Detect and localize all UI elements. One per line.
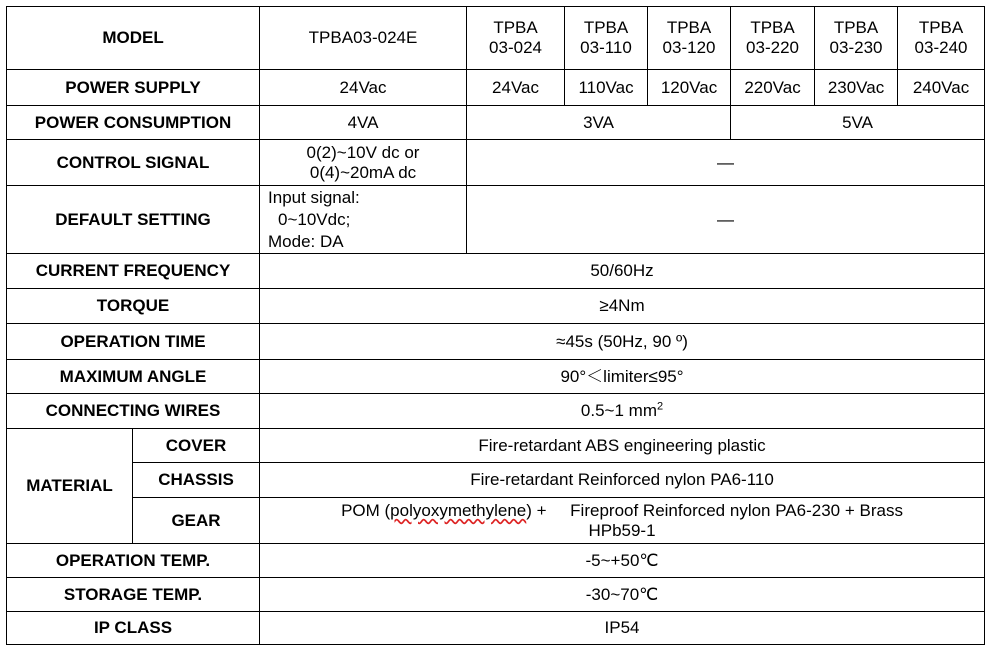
- gear-cell: POM (polyoxymethylene) + Fireproof Reinforced nylon PA6-230 + Brass HPb59-1: [260, 498, 985, 544]
- gear-label: GEAR: [133, 498, 260, 544]
- row-default-setting: [7, 186, 985, 254]
- power-supply-cell: 120Vac: [648, 70, 731, 106]
- operation-time-cell: ≈45s (50Hz, 90 º): [260, 324, 985, 360]
- cover-cell: Fire-retardant ABS engineering plastic: [260, 429, 985, 463]
- control-signal-cell: 0(2)~10V dc or 0(4)~20mA dc: [260, 140, 467, 186]
- storage-temp-cell: -30~70℃: [260, 578, 985, 612]
- maximum-angle-label: MAXIMUM ANGLE: [7, 360, 260, 394]
- model-cell: TPBA 03-240: [898, 7, 985, 70]
- row-connecting-wires: [7, 394, 985, 429]
- power-consumption-label: POWER CONSUMPTION: [7, 106, 260, 140]
- model-cell: TPBA 03-110: [565, 7, 648, 70]
- row-maximum-angle: [7, 360, 985, 394]
- spec-table: [6, 6, 985, 645]
- power-supply-cell: 24Vac: [467, 70, 565, 106]
- row-operation-temp: [7, 544, 985, 578]
- operation-temp-cell: -5~+50℃: [260, 544, 985, 578]
- storage-temp-label: STORAGE TEMP.: [7, 578, 260, 612]
- power-supply-cell: 230Vac: [815, 70, 898, 106]
- default-setting-cell: Input signal: 0~10Vdc; Mode: DA: [260, 186, 467, 254]
- row-control-signal: [7, 140, 985, 186]
- chassis-cell: Fire-retardant Reinforced nylon PA6-110: [260, 463, 985, 498]
- default-setting-others-cell: —: [467, 186, 985, 254]
- model-cell: TPBA 03-230: [815, 7, 898, 70]
- row-power-supply: [7, 70, 985, 106]
- current-frequency-label: CURRENT FREQUENCY: [7, 254, 260, 289]
- control-signal-label: CONTROL SIGNAL: [7, 140, 260, 186]
- connecting-wires-label: CONNECTING WIRES: [7, 394, 260, 429]
- power-supply-cell: 24Vac: [260, 70, 467, 106]
- power-supply-cell: 110Vac: [565, 70, 648, 106]
- operation-temp-label: OPERATION TEMP.: [7, 544, 260, 578]
- chassis-label: CHASSIS: [133, 463, 260, 498]
- row-ip-class: [7, 612, 985, 645]
- current-frequency-cell: 50/60Hz: [260, 254, 985, 289]
- power-consumption-cell: 5VA: [731, 106, 985, 140]
- row-material-chassis: [7, 463, 985, 498]
- material-label: MATERIAL: [7, 429, 133, 544]
- default-setting-label: DEFAULT SETTING: [7, 186, 260, 254]
- cover-label: COVER: [133, 429, 260, 463]
- row-material-cover: [7, 429, 985, 463]
- model-label: MODEL: [7, 7, 260, 70]
- ip-class-label: IP CLASS: [7, 612, 260, 645]
- ip-class-cell: IP54: [260, 612, 985, 645]
- power-supply-label: POWER SUPPLY: [7, 70, 260, 106]
- operation-time-label: OPERATION TIME: [7, 324, 260, 360]
- power-supply-cell: 220Vac: [731, 70, 815, 106]
- row-torque: [7, 289, 985, 324]
- model-cell: TPBA03-024E: [260, 7, 467, 70]
- power-consumption-cell: 4VA: [260, 106, 467, 140]
- row-storage-temp: [7, 578, 985, 612]
- model-cell: TPBA 03-220: [731, 7, 815, 70]
- power-consumption-cell: 3VA: [467, 106, 731, 140]
- row-operation-time: [7, 324, 985, 360]
- torque-label: TORQUE: [7, 289, 260, 324]
- connecting-wires-cell: 0.5~1 $mm^2$: [260, 394, 985, 429]
- row-model: [7, 7, 985, 70]
- model-cell: TPBA 03-120: [648, 7, 731, 70]
- torque-cell: ≥4Nm: [260, 289, 985, 324]
- power-supply-cell: 240Vac: [898, 70, 985, 106]
- model-cell: TPBA 03-024: [467, 7, 565, 70]
- maximum-angle-cell: 90°＜limiter≤95°: [260, 360, 985, 394]
- row-current-frequency: [7, 254, 985, 289]
- row-power-consumption: [7, 106, 985, 140]
- control-signal-others-cell: —: [467, 140, 985, 186]
- row-material-gear: [7, 498, 985, 544]
